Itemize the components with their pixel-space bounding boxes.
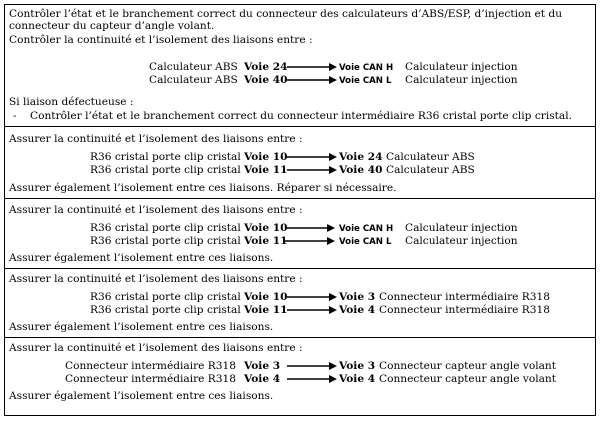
sec4-row-2-dest: Connecteur capteur angle volant bbox=[379, 373, 557, 385]
sec1-footer: Assurer également l’isolement entre ces liaisons. Réparer si nécessaire. bbox=[9, 182, 397, 194]
right-arrow-icon bbox=[287, 63, 337, 71]
sec4-row-2-to: Voie 4 bbox=[339, 373, 376, 385]
sec1-row-1-dest: Calculateur ABS bbox=[386, 151, 475, 163]
section-divider bbox=[5, 268, 595, 269]
sec4-row-1-pin: Voie 3 bbox=[244, 360, 281, 372]
sec1-row-1-from: R36 cristal porte clip cristal bbox=[90, 151, 241, 163]
sec2-row-2-to: Voie CAN L bbox=[339, 237, 392, 247]
sec3-row-2-from: R36 cristal porte clip cristal bbox=[90, 304, 241, 316]
section-divider bbox=[5, 126, 595, 127]
right-arrow-icon bbox=[287, 362, 337, 370]
sec1-row-1-to: Voie 24 bbox=[339, 151, 383, 163]
sec4-row-1-from: Connecteur intermédiaire R318 bbox=[65, 360, 237, 372]
intro-row-2-dest: Calculateur injection bbox=[405, 74, 518, 86]
sec1-heading: Assurer la continuité et l’isolement des liaisons entre : bbox=[9, 133, 303, 145]
right-arrow-icon bbox=[287, 293, 337, 301]
section-divider bbox=[5, 337, 595, 338]
sec3-row-2-dest: Connecteur intermédiaire R318 bbox=[379, 304, 551, 316]
sec4-row-1-dest: Connecteur capteur angle volant bbox=[379, 360, 557, 372]
sec3-heading: Assurer la continuité et l’isolement des liaisons entre : bbox=[9, 273, 303, 285]
intro-row-2-from: Calculateur ABS bbox=[149, 74, 238, 86]
sec3-row-1-dest: Connecteur intermédiaire R318 bbox=[379, 291, 551, 303]
section-divider bbox=[5, 198, 595, 199]
bullet-dash: - bbox=[13, 110, 17, 122]
sec2-heading: Assurer la continuité et l’isolement des liaisons entre : bbox=[9, 204, 303, 216]
sec1-row-2-dest: Calculateur ABS bbox=[386, 164, 475, 176]
right-arrow-icon bbox=[287, 306, 337, 314]
intro-row-2-to: Voie CAN L bbox=[339, 76, 392, 86]
sec1-row-2-from: R36 cristal porte clip cristal bbox=[90, 164, 241, 176]
sec4-row-2-from: Connecteur intermédiaire R318 bbox=[65, 373, 237, 385]
sec2-row-2-from: R36 cristal porte clip cristal bbox=[90, 235, 241, 247]
intro-row-1-pin: Voie 24 bbox=[244, 61, 288, 73]
sec4-row-1-to: Voie 3 bbox=[339, 360, 376, 372]
intro-row-1-to: Voie CAN H bbox=[339, 63, 394, 73]
sec4-row-2-pin: Voie 4 bbox=[244, 373, 281, 385]
right-arrow-icon bbox=[285, 237, 335, 245]
intro-line-1: Contrôler l’état et le branchement correct du connecteur des calculateurs d’ABS/ESP, d’injection et du bbox=[9, 8, 563, 20]
sec3-footer: Assurer également l’isolement entre ces liaisons. bbox=[9, 321, 274, 333]
sec1-row-2-to: Voie 40 bbox=[339, 164, 383, 176]
sec2-row-1-to: Voie CAN H bbox=[339, 224, 394, 234]
sec4-footer: Assurer également l’isolement entre ces liaisons. bbox=[9, 390, 274, 402]
sec2-row-1-pin: Voie 10 bbox=[244, 222, 288, 234]
intro-row-1-from: Calculateur ABS bbox=[149, 61, 238, 73]
intro-row-2-pin: Voie 40 bbox=[244, 74, 288, 86]
right-arrow-icon bbox=[287, 166, 337, 174]
intro-row-1-dest: Calculateur injection bbox=[405, 61, 518, 73]
sec1-row-2-pin: Voie 11 bbox=[244, 164, 288, 176]
sec2-row-1-dest: Calculateur injection bbox=[405, 222, 518, 234]
bullet-text: Contrôler l’état et le branchement correct du connecteur intermédiaire R36 cristal porte clip cristal. bbox=[30, 110, 572, 122]
sec1-row-1-pin: Voie 10 bbox=[244, 151, 288, 163]
right-arrow-icon bbox=[285, 224, 335, 232]
fault-line: Si liaison défectueuse : bbox=[9, 96, 134, 108]
intro-line-3: Contrôler la continuité et l’isolement des liaisons entre : bbox=[9, 34, 313, 46]
right-arrow-icon bbox=[287, 153, 337, 161]
intro-line-2: connecteur du capteur d’angle volant. bbox=[9, 20, 215, 32]
sec2-row-2-pin: Voie 11 bbox=[244, 235, 288, 247]
sec2-footer: Assurer également l’isolement entre ces liaisons. bbox=[9, 252, 274, 264]
right-arrow-icon bbox=[287, 375, 337, 383]
sec4-heading: Assurer la continuité et l’isolement des liaisons entre : bbox=[9, 342, 303, 354]
sec3-row-2-pin: Voie 11 bbox=[244, 304, 288, 316]
sec3-row-1-pin: Voie 10 bbox=[244, 291, 288, 303]
sec3-row-1-from: R36 cristal porte clip cristal bbox=[90, 291, 241, 303]
sec3-row-1-to: Voie 3 bbox=[339, 291, 376, 303]
right-arrow-icon bbox=[287, 76, 337, 84]
sec3-row-2-to: Voie 4 bbox=[339, 304, 376, 316]
sec2-row-1-from: R36 cristal porte clip cristal bbox=[90, 222, 241, 234]
sec2-row-2-dest: Calculateur injection bbox=[405, 235, 518, 247]
